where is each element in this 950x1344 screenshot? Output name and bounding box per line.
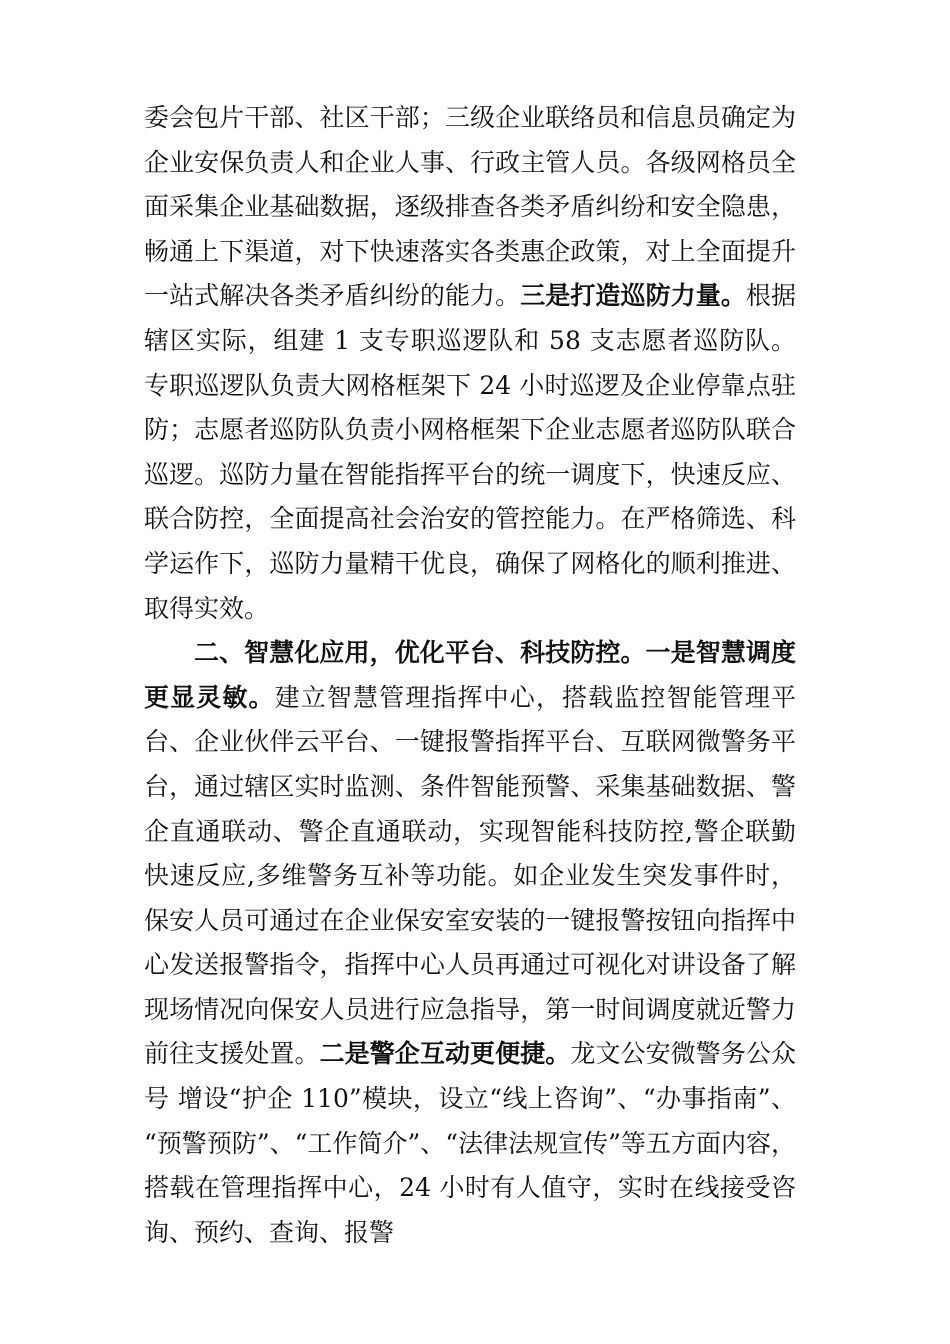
paragraph-2-text-run: 龙文公安微警务公众号 增设“护企 110”模块，设立“线上咨询”、“办事指南”、 “预警预防”、“工作简介”、“法律法规宣传”等五方面内容，搭载在管理指挥中心，24 小时有人值守，实时在线接受咨询、预约、查询、报警: [144, 1039, 796, 1247]
paragraph-2: [144, 631, 796, 1255]
paragraph-1-bold-heading-run: 三是打造巡防力量。: [520, 281, 746, 311]
paragraph-2-bold-heading-run: 二是警企互动更便捷。: [319, 1039, 571, 1069]
paragraph-1: [144, 96, 796, 631]
paragraph-1-text-run: 委会包片干部、社区干部；三级企业联络员和信息员确定为企业安保负责人和企业人事、行政主管人员。各级网格员全面采集企业基础数据，逐级排查各类矛盾纠纷和安全隐患，畅通上下渠道，对下快速落实各类惠企政策，对上全面提升一站式解决各类矛盾纠纷的能力。: [144, 103, 796, 311]
paragraph-2-text-run: 建立智慧管理指挥中心，搭载监控智能管理平台、企业伙伴云平台、一键报警指挥平台、互联网微警务平台，通过辖区实时监测、条件智能预警、采集基础数据、警企直通联动、警企直通联动，实现智能科技防控,警企联勤快速反应,多维警务互补等功能。如企业发生突发事件时，保安人员可通过在企业保安室安装的一键报警按钮向指挥中心发送报警指令，指挥中心人员再通过可视化对讲设备了解现场情况向保安人员进行应急指导，第一时间调度就近警力前往支援处置。: [144, 682, 796, 1069]
document-body: [144, 96, 796, 1255]
paragraph-2-section-heading-run: 二、智慧化应用，优化平台、科技防控。一是智慧调度更显灵敏。: [144, 638, 796, 712]
paragraph-1-text-run: 根据辖区实际，组建 1 支专职巡逻队和 58 支志愿者巡防队。专职巡逻队负责大网格框架下 24 小时巡逻及企业停靠点驻防；志愿者巡防队负责小网格框架下企业志愿者巡防队联合巡逻。巡防力量在智能指挥平台的统一调度下，快速反应、联合防控，全面提高社会治安的管控能力。在严格筛选、科学运作下，巡防力量精干优良，确保了网格化的顺利推进、取得实效。: [144, 281, 796, 623]
